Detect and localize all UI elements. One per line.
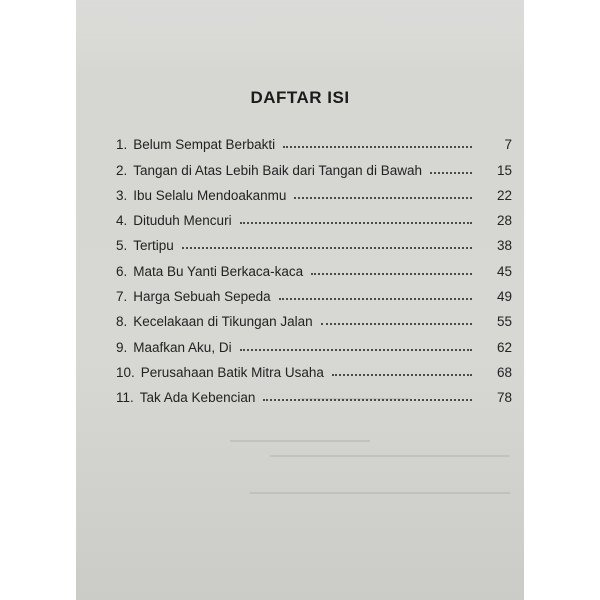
- toc-entry-page-number: 22: [496, 187, 512, 203]
- dot-leader: [294, 197, 472, 199]
- toc-entry-title: Tertipu: [133, 238, 174, 254]
- toc-entry-page-number: 68: [496, 364, 512, 380]
- dot-leader: [283, 146, 472, 148]
- toc-entry-number: 8.: [116, 314, 128, 330]
- dot-leader: [279, 298, 472, 300]
- dot-leader: [311, 273, 472, 275]
- toc-entry: [116, 355, 512, 380]
- toc-entry-page-number: 28: [496, 213, 512, 229]
- page-title: DAFTAR ISI: [250, 88, 350, 107]
- toc-entry-page-number: 49: [496, 289, 512, 305]
- toc-entry-number: 10.: [116, 364, 135, 380]
- left-border: [0, 0, 76, 600]
- toc-entry-title: Tak Ada Kebencian: [139, 390, 256, 406]
- plastic-wrap-glare: [76, 0, 524, 70]
- dot-leader: [332, 374, 472, 376]
- right-border: [524, 0, 600, 600]
- toc-entry-page-number: 55: [496, 314, 512, 330]
- dot-leader: [321, 323, 472, 325]
- toc-entry-number: 6.: [116, 263, 128, 279]
- dot-leader: [240, 222, 472, 224]
- toc-entry-page-number: 15: [496, 162, 512, 178]
- bleed-through-line: [270, 455, 510, 457]
- toc-entry-title: Kecelakaan di Tikungan Jalan: [133, 314, 313, 330]
- toc-entry-number: 11.: [116, 390, 134, 406]
- toc-entry-title: Belum Sempat Berbakti: [133, 137, 276, 153]
- toc-entry-page-number: 45: [496, 263, 512, 279]
- toc-entry-number: 9.: [116, 339, 128, 355]
- toc-entry: [116, 203, 512, 228]
- toc-entry-title: Dituduh Mencuri: [133, 213, 232, 229]
- toc-entry-title: Ibu Selalu Mendoakanmu: [133, 187, 287, 203]
- toc-entry: [116, 152, 512, 177]
- toc-entry-title: Tangan di Atas Lebih Baik dari Tangan di Bawah: [133, 162, 422, 178]
- toc-entry: [116, 380, 512, 405]
- toc-entry-title: Maafkan Aku, Di: [133, 339, 232, 355]
- toc-entry-title: Harga Sebuah Sepeda: [133, 289, 271, 305]
- bleed-through-line: [230, 440, 370, 442]
- toc-entry-number: 3.: [116, 187, 128, 203]
- table-of-contents: [116, 127, 512, 405]
- toc-entry-number: 1.: [116, 137, 128, 153]
- toc-entry: [116, 228, 512, 253]
- toc-entry-number: 7.: [116, 289, 128, 305]
- toc-entry-page-number: 38: [496, 238, 512, 254]
- toc-entry-page-number: 7: [504, 137, 512, 153]
- toc-entry: [116, 178, 512, 203]
- toc-entry: [116, 253, 512, 278]
- toc-entry: [116, 279, 512, 304]
- toc-entry: [116, 304, 512, 329]
- toc-entry-number: 5.: [116, 238, 128, 254]
- dot-leader: [240, 349, 472, 351]
- toc-entry-title: Mata Bu Yanti Berkaca-kaca: [133, 263, 304, 279]
- dot-leader: [430, 172, 472, 174]
- toc-entry-page-number: 78: [496, 390, 512, 406]
- dot-leader: [182, 247, 472, 249]
- toc-entry-page-number: 62: [496, 339, 512, 355]
- toc-entry: [116, 127, 512, 152]
- toc-entry-title: Perusahaan Batik Mitra Usaha: [140, 364, 324, 380]
- toc-entry: [116, 329, 512, 354]
- toc-entry-number: 4.: [116, 213, 128, 229]
- bleed-through-line: [250, 492, 510, 494]
- dot-leader: [263, 399, 472, 401]
- toc-entry-number: 2.: [116, 162, 128, 178]
